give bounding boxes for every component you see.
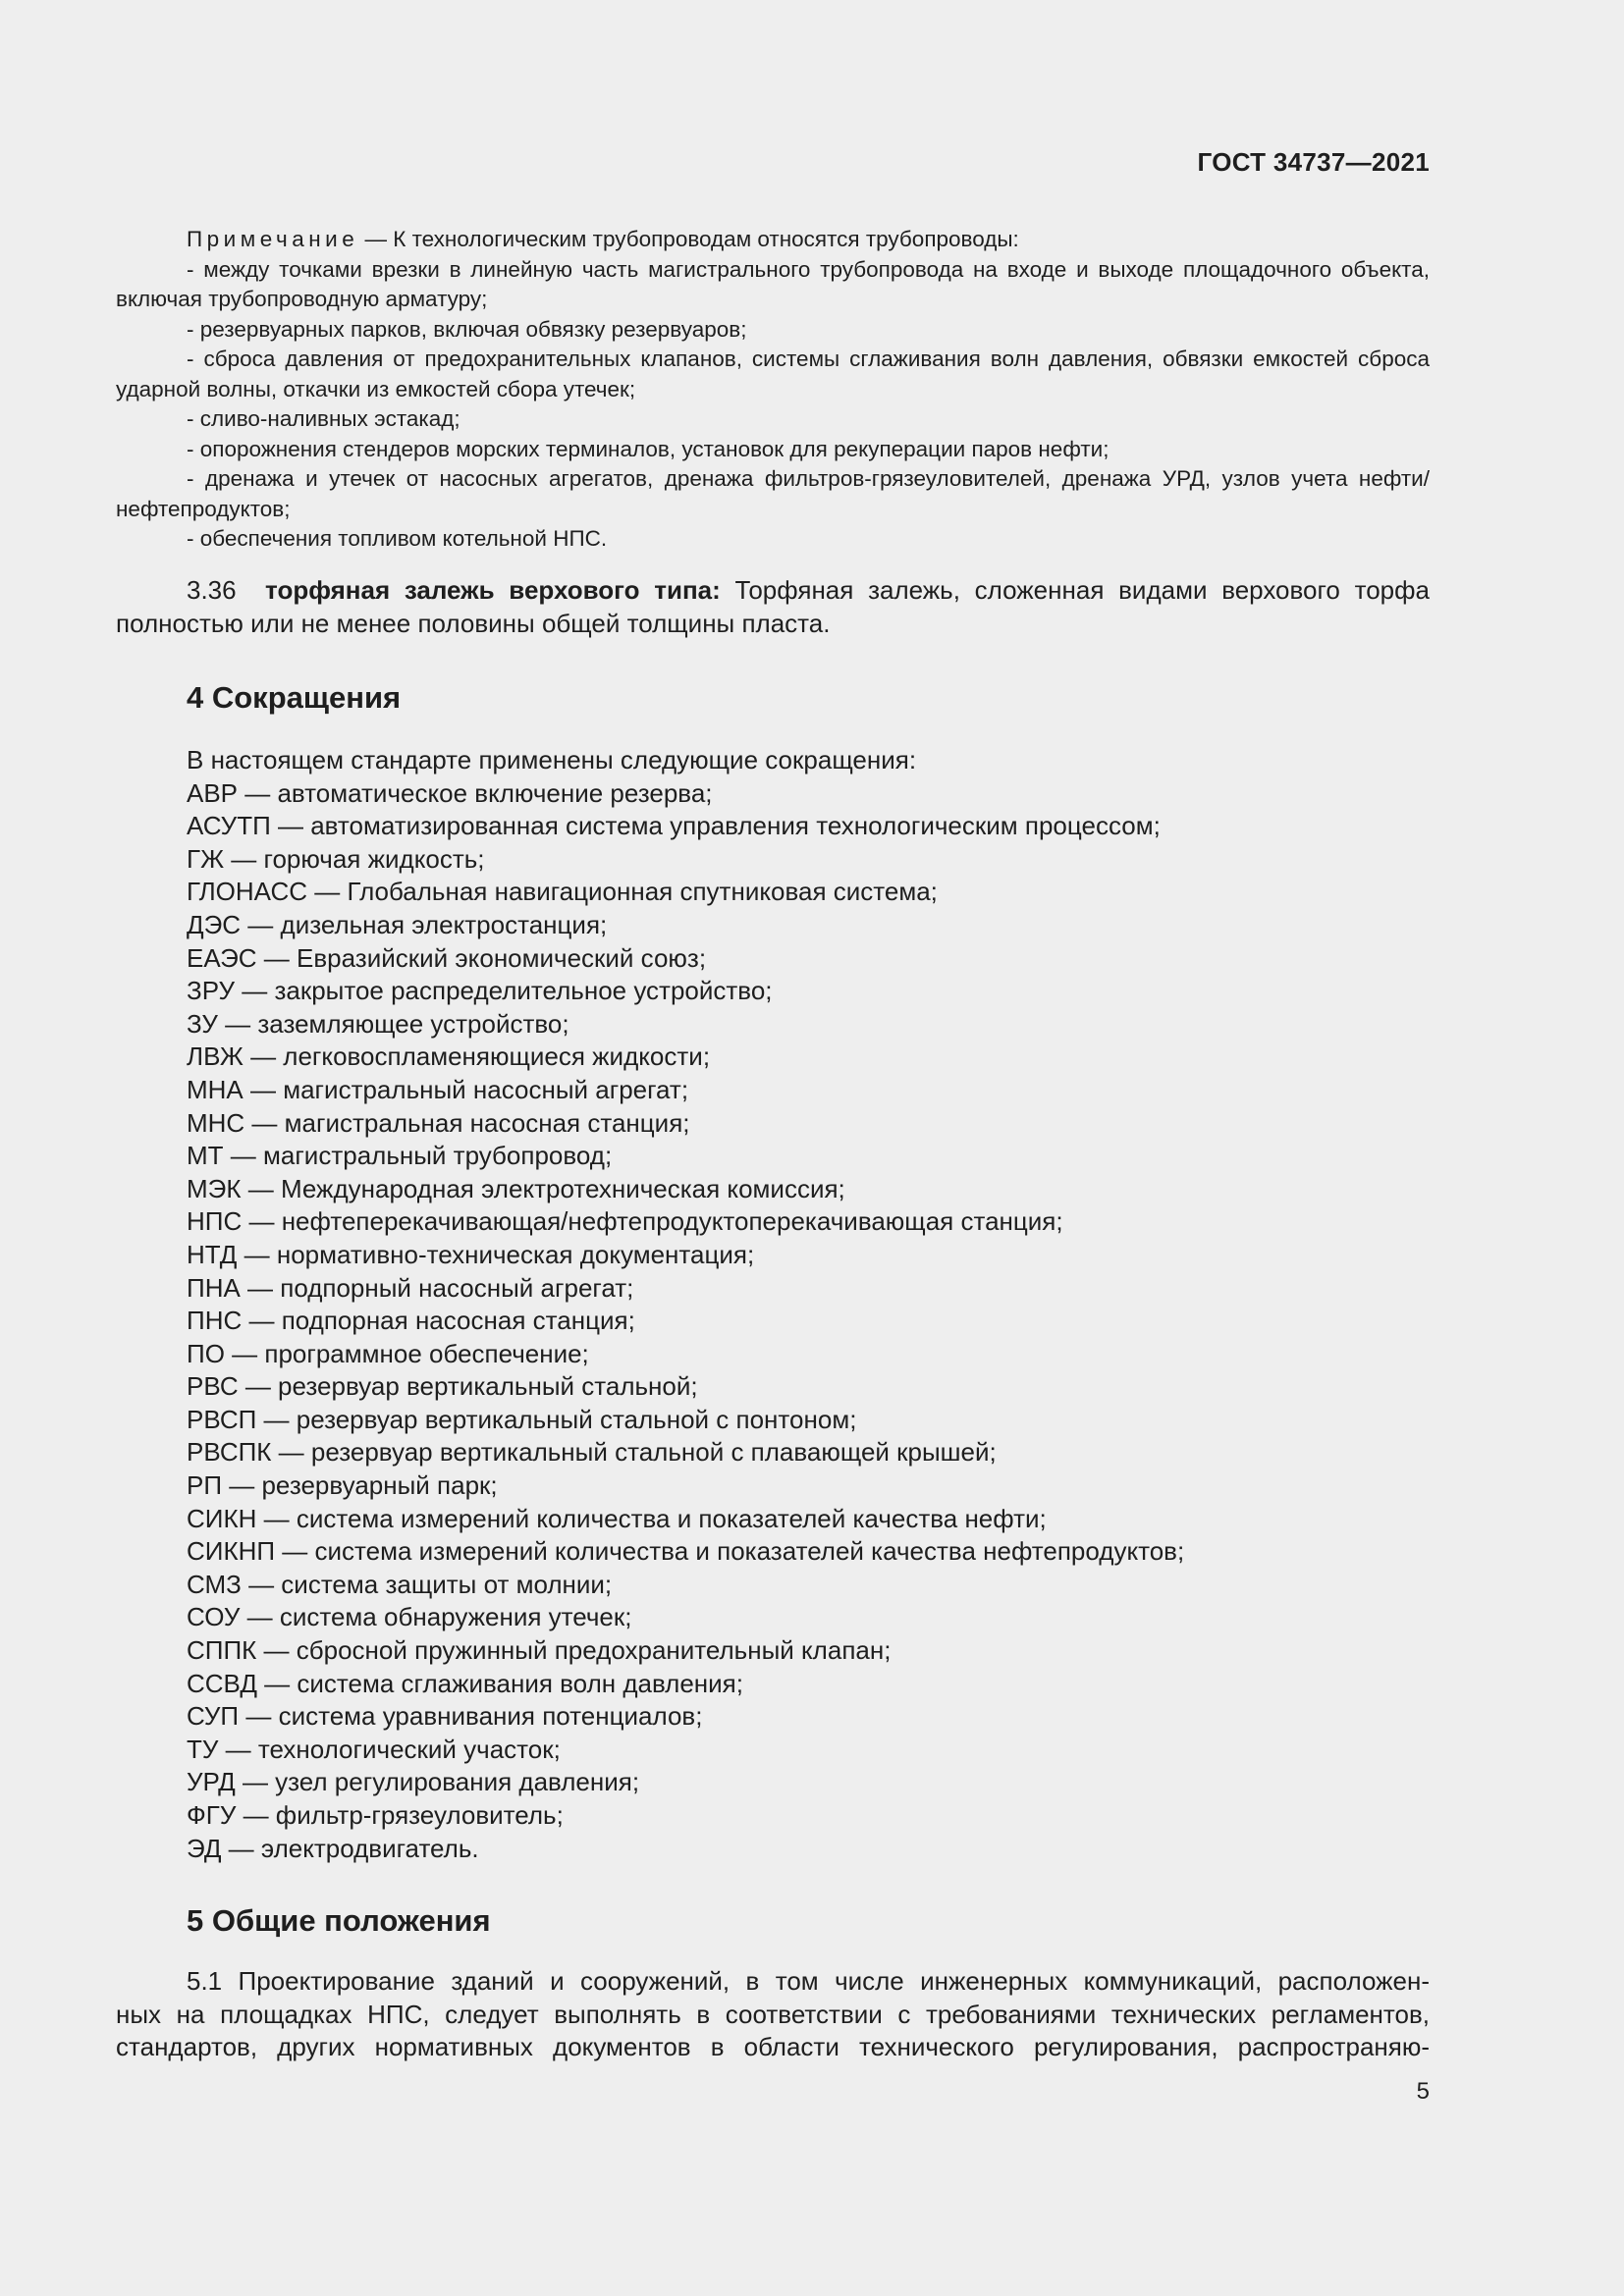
abbreviation-item: УРД — узел регулирования давления; (187, 1767, 640, 1797)
abbreviation-item: ПНА — подпорный насосный агрегат; (187, 1272, 634, 1303)
note-item: - сливо-наливных эстакад; (187, 406, 460, 431)
abbreviation-item: МНС — магистральная насосная станция; (187, 1107, 690, 1138)
abbreviation-item: РВС — резервуар вертикальный стальной; (187, 1371, 698, 1402)
abbreviation-item: ДЭС — дизельная электростанция; (187, 909, 608, 939)
abbreviation-item: СОУ — система обнаружения утечек; (187, 1602, 632, 1632)
note-block (116, 225, 1430, 555)
abbreviation-item: МЭК — Международная электротехническая комиссия; (187, 1173, 845, 1203)
abbreviation-item: ЕАЭС — Евразийский экономический союз; (187, 942, 707, 973)
note-label: Примечание (187, 227, 359, 251)
page-number: 5 (1416, 2078, 1430, 2105)
note-item: - резервуарных парков, включая обвязку резервуаров; (187, 316, 747, 342)
note-intro (116, 225, 1430, 255)
abbreviation-item: ФГУ — фильтр-грязеуловитель; (187, 1800, 564, 1830)
definition-3-36 (116, 573, 1430, 640)
abbreviation-item: ГЖ — горючая жидкость; (187, 843, 485, 874)
abbreviation-item: АСУТП — автоматизированная система управления технологическим процессом; (187, 811, 1161, 841)
note-item: - опорожнения стендеров морских терминалов, установок для рекуперации паров нефти; (187, 436, 1110, 461)
abbreviation-item: СМЗ — система защиты от молнии; (187, 1569, 613, 1599)
abbreviation-item: СИКНП — система измерений количества и показателей качества нефтепродуктов; (187, 1536, 1185, 1567)
note-item: - между точками врезки в линейную часть магистрального трубопровода на входе и выходе площадочного объекта, включая трубопроводную арматуру; (116, 256, 1430, 311)
definition-term: торфяная залежь верхового типа: (265, 575, 721, 605)
section-4-heading: 4 Сокращения (187, 680, 402, 715)
document-code: ГОСТ 34737—2021 (1197, 147, 1430, 177)
abbreviation-item: ЭД — электродвигатель. (187, 1833, 479, 1863)
abbreviations-intro: В настоящем стандарте применены следующие сокращения: (187, 745, 917, 774)
abbreviation-item: МНА — магистральный насосный агрегат; (187, 1074, 689, 1104)
abbreviation-item: СИКН — система измерений количества и показателей качества нефти; (187, 1503, 1047, 1533)
abbreviation-item: ТУ — технологический участок; (187, 1734, 561, 1764)
abbreviation-item: ПО — программное обеспечение; (187, 1338, 589, 1368)
abbreviation-item: ГЛОНАСС — Глобальная навигационная спутниковая система; (187, 877, 938, 907)
abbreviation-item: НПС — нефтеперекачивающая/нефтепродуктоперекачивающая станция; (187, 1206, 1063, 1237)
paragraph-line: стандартов, других нормативных документов в области технического регулирования, распространяю- (116, 2032, 1430, 2062)
abbreviation-item: НТД — нормативно-техническая документация; (187, 1239, 755, 1269)
abbreviation-item: РВСП — резервуар вертикальный стальной с понтоном; (187, 1404, 857, 1434)
abbreviation-item: СППК — сбросной пружинный предохранительный клапан; (187, 1635, 892, 1666)
abbreviation-item: МТ — магистральный трубопровод; (187, 1141, 613, 1171)
abbreviation-item: ЛВЖ — легковоспламеняющиеся жидкости; (187, 1041, 711, 1072)
section-5-heading: 5 Общие положения (187, 1903, 491, 1938)
abbreviations-list (187, 744, 1184, 1865)
abbreviation-item: ЗРУ — закрытое распределительное устройство; (187, 976, 773, 1006)
abbreviation-item: РВСПК — резервуар вертикальный стальной с плавающей крышей; (187, 1437, 997, 1468)
note-intro-text: — К технологическим трубопроводам относятся трубопроводы: (358, 227, 1019, 251)
note-item: - обеспечения топливом котельной НПС. (187, 526, 608, 551)
abbreviation-item: ССВД — система сглаживания волн давления; (187, 1668, 743, 1698)
document-page (116, 0, 1430, 2296)
abbreviation-item: СУП — система уравнивания потенциалов; (187, 1701, 703, 1732)
paragraph-line: 5.1 Проектирование зданий и сооружений, в том числе инженерных коммуникаций, расположен- (187, 1966, 1430, 1996)
abbreviation-item: ЗУ — заземляющее устройство; (187, 1008, 569, 1039)
paragraph-line: ных на площадках НПС, следует выполнять в соответствии с требованиями технических регламентов, (116, 1999, 1430, 2029)
abbreviation-item: РП — резервуарный парк; (187, 1470, 498, 1501)
abbreviation-item: ПНС — подпорная насосная станция; (187, 1306, 635, 1336)
definition-number: 3.36 (187, 575, 237, 605)
abbreviation-item: АВР — автоматическое включение резерва; (187, 777, 713, 808)
note-item: - дренажа и утечек от насосных агрегатов, дренажа фильтров-грязеуловителей, дренажа УРД, узлов учета нефти/нефтепродуктов; (116, 466, 1430, 521)
note-item: - сброса давления от предохранительных клапанов, системы сглаживания волн давления, обвязки емкостей сброса ударной волны, откачки из емкостей сбора утечек; (116, 347, 1430, 401)
definition-text: Торфяная залежь, сложенная видами верхового торфа полностью или не менее половины общей толщины пласта. (116, 575, 1430, 638)
section-5-paragraph (116, 1965, 1430, 2064)
